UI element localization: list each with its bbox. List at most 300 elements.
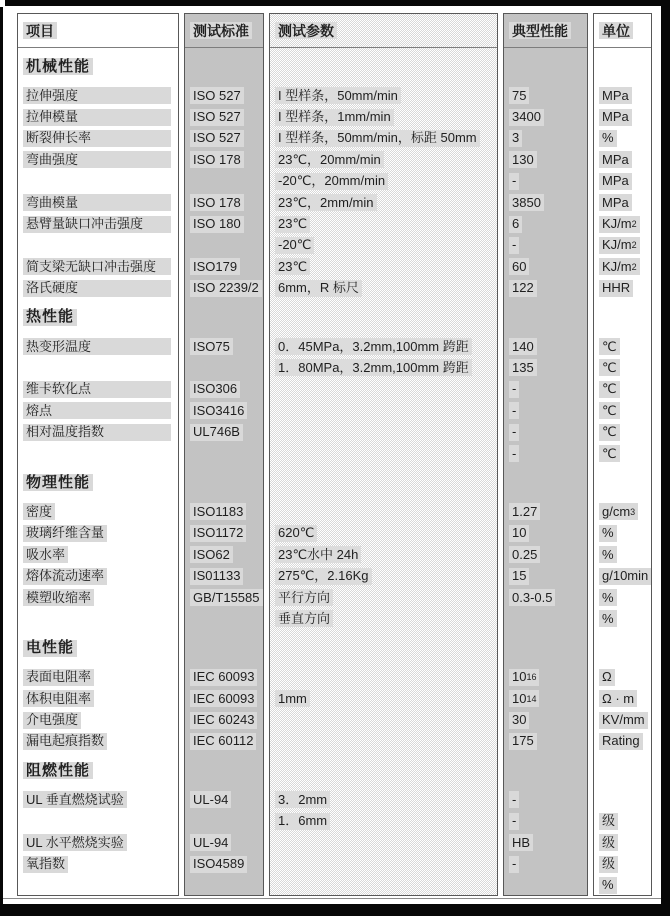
item-text: 熔点 (23, 402, 171, 419)
item-text: 表面电阻率 (23, 669, 94, 686)
item-cell (18, 106, 178, 127)
standard-cell (185, 443, 263, 464)
item-cell (18, 400, 178, 421)
column-param (269, 13, 498, 896)
property-table (17, 13, 652, 896)
unit-cell (594, 278, 651, 299)
standard-cell (185, 709, 263, 730)
item-cell (18, 256, 178, 277)
unit-text: % (599, 589, 617, 606)
standard-cell (185, 565, 263, 586)
param-text: 1mm (275, 690, 310, 707)
param-cell (270, 85, 497, 106)
unit-text: MPa (599, 87, 632, 104)
column-header-label: 典型性能 (509, 22, 571, 39)
section-row-cell (504, 630, 587, 667)
param-cell (270, 709, 497, 730)
value-cell (504, 608, 587, 629)
item-cell (18, 731, 178, 752)
standard-cell (185, 667, 263, 688)
item-cell (18, 811, 178, 832)
value-cell (504, 587, 587, 608)
unit-text: 级 (599, 856, 618, 873)
standard-cell (185, 106, 263, 127)
value-cell (504, 357, 587, 378)
unit-text: Rating (599, 733, 643, 750)
unit-text: Ω · m (599, 690, 637, 707)
param-text: -20℃ (275, 237, 314, 254)
page-frame-bottom (0, 904, 670, 916)
column-header-label: 测试参数 (275, 22, 337, 39)
item-cell (18, 85, 178, 106)
param-cell (270, 875, 497, 896)
item-text: 玻璃纤维含量 (23, 525, 107, 542)
value-cell (504, 667, 587, 688)
section-row-cell (185, 48, 263, 85)
item-text: 熔体流动速率 (23, 568, 107, 585)
item-cell (18, 443, 178, 464)
standard-text: GB/T15585 (190, 589, 263, 606)
param-text: 6mm，R 标尺 (275, 280, 362, 297)
value-column-header (504, 14, 587, 48)
item-text: 弯曲强度 (23, 151, 171, 168)
value-text: - (509, 813, 519, 830)
standard-text: ISO 178 (190, 194, 244, 211)
value-text: 140 (509, 338, 537, 355)
value-text: - (509, 856, 519, 873)
unit-cell (594, 565, 651, 586)
param-text: -20℃，20mm/min (275, 173, 388, 190)
value-text: 175 (509, 733, 537, 750)
standard-text: ISO75 (190, 338, 233, 355)
standard-cell (185, 278, 263, 299)
value-cell (504, 731, 587, 752)
unit-text: KJ/m 2 (599, 258, 640, 275)
param-cell (270, 106, 497, 127)
param-text: 275℃，2.16Kg (275, 568, 372, 585)
item-cell (18, 379, 178, 400)
item-cell (18, 832, 178, 853)
param-cell (270, 608, 497, 629)
value-text: - (509, 445, 519, 462)
item-cell (18, 688, 178, 709)
param-cell (270, 523, 497, 544)
column-standard (184, 13, 264, 896)
standard-cell (185, 731, 263, 752)
standard-text: IEC 60093 (190, 669, 257, 686)
param-cell (270, 128, 497, 149)
item-cell (18, 357, 178, 378)
item-cell (18, 192, 178, 213)
value-cell (504, 565, 587, 586)
standard-text: ISO62 (190, 546, 233, 563)
value-cell (504, 688, 587, 709)
param-cell (270, 336, 497, 357)
item-cell (18, 171, 178, 192)
item-text: 体积电阻率 (23, 690, 94, 707)
param-cell (270, 192, 497, 213)
value-cell (504, 213, 587, 234)
value-text: - (509, 424, 519, 441)
standard-cell (185, 128, 263, 149)
item-text: UL 垂直燃烧试验 (23, 791, 127, 808)
section-row-cell (270, 752, 497, 789)
section-title: 机械性能 (23, 58, 93, 75)
value-text: 10 16 (509, 669, 539, 686)
standard-text: IEC 60243 (190, 712, 257, 729)
item-text: 弯曲模量 (23, 194, 171, 211)
param-cell (270, 357, 497, 378)
unit-cell (594, 501, 651, 522)
value-text: 10 (509, 525, 529, 542)
param-text: 23℃水中 24h (275, 546, 361, 563)
unit-cell (594, 811, 651, 832)
section-row-cell (504, 752, 587, 789)
item-cell (18, 565, 178, 586)
value-cell (504, 192, 587, 213)
standard-cell (185, 587, 263, 608)
unit-text: KJ/m 2 (599, 216, 640, 233)
param-text: 23℃ (275, 216, 310, 233)
item-cell (18, 544, 178, 565)
item-text: 密度 (23, 503, 55, 520)
section-row-cell (594, 464, 651, 501)
param-text: 0．45MPa，3.2mm,100mm 跨距 (275, 338, 472, 355)
unit-cell (594, 421, 651, 442)
section-title: 物理性能 (23, 474, 93, 491)
unit-text: ℃ (599, 359, 620, 376)
value-cell (504, 544, 587, 565)
value-cell (504, 106, 587, 127)
value-cell (504, 171, 587, 192)
value-cell (504, 128, 587, 149)
item-text: 模塑收缩率 (23, 589, 94, 606)
section-row-cell (594, 299, 651, 336)
item-text: 简支梁无缺口冲击强度 (23, 258, 171, 275)
unit-cell (594, 587, 651, 608)
item-text: 维卡软化点 (23, 381, 171, 398)
unit-cell (594, 400, 651, 421)
value-text: 6 (509, 216, 522, 233)
param-cell (270, 811, 497, 832)
param-text: 平行方向 (275, 589, 333, 606)
item-cell (18, 875, 178, 896)
value-text: 60 (509, 258, 529, 275)
item-cell (18, 667, 178, 688)
standard-cell (185, 336, 263, 357)
value-text: - (509, 173, 519, 190)
value-text: 10 14 (509, 690, 539, 707)
unit-cell (594, 171, 651, 192)
standard-cell (185, 379, 263, 400)
standard-cell (185, 192, 263, 213)
param-text: I 型样条，50mm/min (275, 87, 401, 104)
item-column-header (18, 14, 178, 48)
item-text: UL 水平燃烧实验 (23, 834, 127, 851)
unit-cell (594, 688, 651, 709)
unit-cell (594, 106, 651, 127)
unit-text: ℃ (599, 381, 620, 398)
value-text: 75 (509, 87, 529, 104)
item-text: 介电强度 (23, 712, 81, 729)
item-cell (18, 235, 178, 256)
item-cell (18, 421, 178, 442)
unit-cell (594, 213, 651, 234)
unit-text: MPa (599, 109, 632, 126)
unit-text: 级 (599, 813, 618, 830)
value-text: 135 (509, 359, 537, 376)
standard-text: ISO306 (190, 381, 240, 398)
param-cell (270, 421, 497, 442)
standard-text: ISO179 (190, 258, 240, 275)
value-text: - (509, 402, 519, 419)
item-cell (18, 149, 178, 170)
unit-text: % (599, 546, 617, 563)
section-row-cell (270, 464, 497, 501)
item-text: 拉伸强度 (23, 87, 171, 104)
page-frame-top (5, 0, 670, 6)
item-cell (18, 608, 178, 629)
standard-text: IS01133 (190, 568, 243, 585)
value-cell (504, 832, 587, 853)
unit-text: KV/mm (599, 712, 648, 729)
param-cell (270, 400, 497, 421)
param-text: 3．2mm (275, 791, 330, 808)
column-item (17, 13, 179, 896)
unit-cell (594, 789, 651, 810)
value-cell (504, 443, 587, 464)
unit-cell (594, 832, 651, 853)
section-row-cell (270, 299, 497, 336)
value-cell (504, 523, 587, 544)
page-frame-left (0, 7, 3, 904)
unit-cell (594, 544, 651, 565)
page-bottom-rule (3, 898, 661, 899)
unit-cell (594, 731, 651, 752)
param-cell (270, 544, 497, 565)
value-cell (504, 336, 587, 357)
value-text: 3400 (509, 109, 544, 126)
unit-cell (594, 357, 651, 378)
section-title: 阻燃性能 (23, 762, 93, 779)
item-text: 相对温度指数 (23, 424, 171, 441)
section-row-cell (594, 48, 651, 85)
column-value (503, 13, 588, 896)
item-cell (18, 501, 178, 522)
standard-text: ISO3416 (190, 402, 247, 419)
value-cell (504, 811, 587, 832)
value-cell (504, 400, 587, 421)
unit-cell (594, 235, 651, 256)
param-cell (270, 278, 497, 299)
standard-text: ISO 2239/2 (190, 280, 262, 297)
param-text: I 型样条，1mm/min (275, 109, 394, 126)
param-cell (270, 832, 497, 853)
unit-cell (594, 192, 651, 213)
param-cell (270, 443, 497, 464)
standard-text: IEC 60112 (190, 733, 256, 750)
unit-text: MPa (599, 194, 632, 211)
value-text: 1.27 (509, 503, 540, 520)
section-row-cell (185, 299, 263, 336)
value-cell (504, 789, 587, 810)
unit-cell (594, 709, 651, 730)
section-row-cell (594, 752, 651, 789)
unit-text: Ω (599, 669, 615, 686)
column-header-label: 单位 (599, 22, 633, 39)
param-text: 1．80MPa，3.2mm,100mm 跨距 (275, 359, 472, 376)
unit-cell (594, 667, 651, 688)
param-cell (270, 213, 497, 234)
value-cell (504, 85, 587, 106)
section-row-cell (185, 752, 263, 789)
standard-cell (185, 853, 263, 874)
standard-cell (185, 608, 263, 629)
value-text: 30 (509, 712, 529, 729)
param-cell (270, 149, 497, 170)
standard-cell (185, 501, 263, 522)
param-text: 1．6mm (275, 813, 330, 830)
unit-cell (594, 128, 651, 149)
unit-text: ℃ (599, 338, 620, 355)
unit-cell (594, 149, 651, 170)
item-text: 吸水率 (23, 546, 68, 563)
standard-cell (185, 357, 263, 378)
item-text: 氧指数 (23, 856, 68, 873)
standard-cell (185, 85, 263, 106)
param-cell (270, 379, 497, 400)
standard-cell (185, 811, 263, 832)
standard-text: ISO1183 (190, 503, 246, 520)
value-cell (504, 379, 587, 400)
unit-cell (594, 523, 651, 544)
value-text: - (509, 381, 519, 398)
unit-text: MPa (599, 151, 632, 168)
value-text: 0.25 (509, 546, 540, 563)
value-text: - (509, 791, 519, 808)
standard-cell (185, 213, 263, 234)
value-text: 15 (509, 568, 529, 585)
item-cell (18, 709, 178, 730)
unit-text: HHR (599, 280, 633, 297)
param-cell (270, 688, 497, 709)
param-cell (270, 667, 497, 688)
section-title: 热性能 (23, 309, 77, 326)
value-cell (504, 278, 587, 299)
section-row-cell (18, 630, 178, 667)
unit-text: ℃ (599, 424, 620, 441)
value-text: - (509, 237, 519, 254)
value-cell (504, 256, 587, 277)
param-cell (270, 565, 497, 586)
param-cell (270, 731, 497, 752)
standard-text: IEC 60093 (190, 690, 257, 707)
unit-text: KJ/m 2 (599, 237, 640, 254)
value-cell (504, 875, 587, 896)
item-text: 悬臂量缺口冲击强度 (23, 216, 171, 233)
standard-text: ISO 178 (190, 151, 244, 168)
item-cell (18, 853, 178, 874)
standard-cell (185, 256, 263, 277)
value-cell (504, 149, 587, 170)
unit-cell (594, 608, 651, 629)
section-row-cell (504, 464, 587, 501)
standard-cell (185, 171, 263, 192)
standard-text: ISO4589 (190, 856, 247, 873)
standard-text: ISO 180 (190, 216, 244, 233)
param-text: 23℃，2mm/min (275, 194, 377, 211)
section-row-cell (18, 48, 178, 85)
value-text: 3 (509, 130, 522, 147)
standard-text: ISO 527 (190, 109, 244, 126)
standard-column-header (185, 14, 263, 48)
section-row-cell (270, 630, 497, 667)
param-text: I 型样条，50mm/min，标距 50mm (275, 130, 480, 147)
column-header-label: 项目 (23, 22, 57, 39)
item-text: 断裂伸长率 (23, 130, 171, 147)
param-text: 23℃，20mm/min (275, 151, 384, 168)
section-row-cell (504, 48, 587, 85)
unit-cell (594, 336, 651, 357)
standard-cell (185, 149, 263, 170)
column-header-label: 测试标准 (190, 22, 252, 39)
value-text: 3850 (509, 194, 544, 211)
item-text: 拉伸模量 (23, 109, 171, 126)
standard-text: UL746B (190, 424, 243, 441)
param-cell (270, 235, 497, 256)
section-row-cell (18, 299, 178, 336)
section-title: 电性能 (23, 640, 77, 657)
item-text: 洛氏硬度 (23, 280, 171, 297)
unit-text: g/10min (599, 568, 651, 585)
param-cell (270, 171, 497, 192)
unit-cell (594, 853, 651, 874)
unit-text: % (599, 877, 617, 894)
section-row-cell (185, 630, 263, 667)
value-text: HB (509, 834, 533, 851)
unit-cell (594, 85, 651, 106)
param-cell (270, 256, 497, 277)
item-cell (18, 336, 178, 357)
standard-cell (185, 789, 263, 810)
item-text: 热变形温度 (23, 338, 171, 355)
column-unit (593, 13, 652, 896)
section-row-cell (18, 752, 178, 789)
standard-cell (185, 235, 263, 256)
item-text: 漏电起痕指数 (23, 733, 107, 750)
unit-text: ℃ (599, 445, 620, 462)
section-row-cell (504, 299, 587, 336)
unit-text: g/cm 3 (599, 503, 638, 520)
unit-cell (594, 443, 651, 464)
item-cell (18, 213, 178, 234)
param-column-header (270, 14, 497, 48)
param-cell (270, 789, 497, 810)
item-cell (18, 128, 178, 149)
unit-text: % (599, 525, 617, 542)
value-cell (504, 853, 587, 874)
page-frame-right (661, 3, 670, 904)
param-cell (270, 587, 497, 608)
value-cell (504, 235, 587, 256)
value-text: 122 (509, 280, 537, 297)
standard-cell (185, 400, 263, 421)
section-row-cell (185, 464, 263, 501)
item-cell (18, 587, 178, 608)
section-row-cell (594, 630, 651, 667)
standard-text: ISO1172 (190, 525, 246, 542)
unit-text: % (599, 130, 617, 147)
